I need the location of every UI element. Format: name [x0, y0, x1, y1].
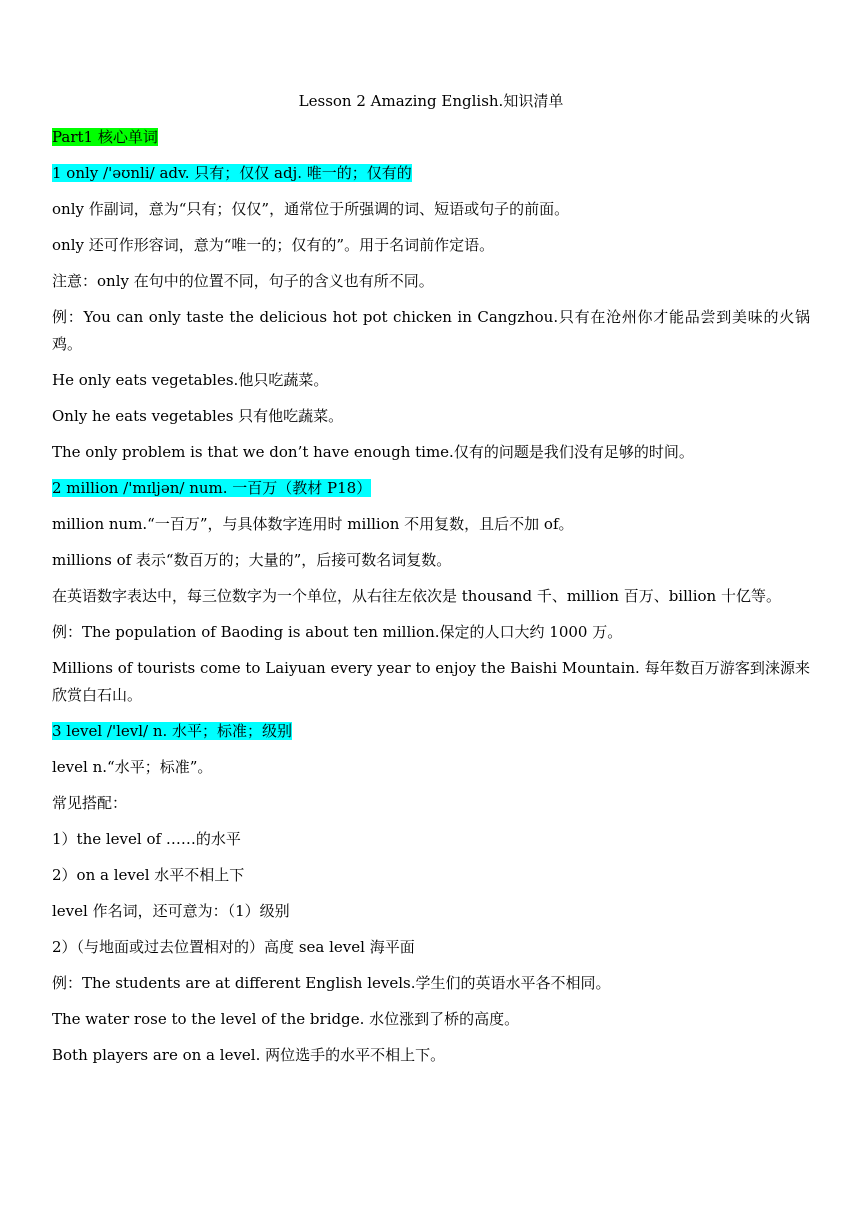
example-sentence: 例：The population of Baoding is about ten million.保定的人口大约 1000 万。 — [52, 623, 623, 641]
list-item: 2）（与地面或过去位置相对的）高度 sea level 海平面 — [52, 938, 415, 956]
paragraph: million num.“一百万”，与具体数字连用时 million 不用复数，且后不加 of。 — [52, 515, 574, 533]
paragraph: level n.“水平；标准”。 — [52, 758, 213, 776]
example-sentence: 例：The students are at different English levels.学生们的英语水平各不相同。 — [52, 974, 611, 992]
example-sentence: Millions of tourists come to Laiyuan every year to enjoy the Baishi Mountain. 每年数百万游客到涞源来欣赏白石山。 — [52, 659, 810, 704]
paragraph: 常见搭配： — [52, 794, 128, 812]
word-heading-level: 3 level /'levl/ n. 水平；标准；级别 — [52, 722, 293, 740]
example-sentence: The only problem is that we don’t have enough time.仅有的问题是我们没有足够的时间。 — [52, 443, 694, 461]
word-heading-million: 2 million /'mɪljən/ num. 一百万（教材 P18） — [52, 479, 372, 497]
part-heading: Part1 核心单词 — [52, 128, 158, 146]
paragraph: level 作名词，还可意为：（1）级别 — [52, 902, 290, 920]
word-heading-only: 1 only /'əʊnli/ adv. 只有；仅仅 adj. 唯一的；仅有的 — [52, 164, 412, 182]
paragraph: only 作副词，意为“只有；仅仅”，通常位于所强调的词、短语或句子的前面。 — [52, 200, 570, 218]
example-sentence: He only eats vegetables.他只吃蔬菜。 — [52, 371, 329, 389]
page-title: Lesson 2 Amazing English.知识清单 — [298, 92, 564, 110]
example-sentence: Both players are on a level. 两位选手的水平不相上下。 — [52, 1046, 446, 1064]
example-sentence: 例：You can only taste the delicious hot pot chicken in Cangzhou.只有在沧州你才能品尝到美味的火锅鸡。 — [52, 308, 810, 353]
paragraph: 在英语数字表达中，每三位数字为一个单位，从右往左依次是 thousand 千、million 百万、billion 十亿等。 — [52, 587, 781, 605]
example-sentence: Only he eats vegetables 只有他吃蔬菜。 — [52, 407, 344, 425]
document-body — [52, 88, 810, 1078]
example-sentence: The water rose to the level of the bridge. 水位涨到了桥的高度。 — [52, 1010, 520, 1028]
paragraph: 注意：only 在句中的位置不同，句子的含义也有所不同。 — [52, 272, 434, 290]
paragraph: millions of 表示“数百万的；大量的”，后接可数名词复数。 — [52, 551, 452, 569]
list-item: 2）on a level 水平不相上下 — [52, 866, 245, 884]
paragraph: only 还可作形容词，意为“唯一的；仅有的”。用于名词前作定语。 — [52, 236, 495, 254]
list-item: 1）the level of ……的水平 — [52, 830, 241, 848]
